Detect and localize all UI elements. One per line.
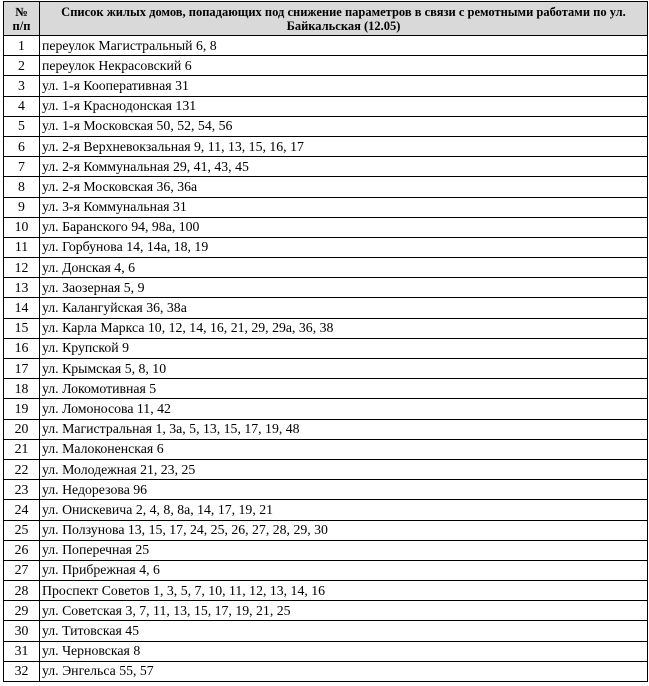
row-number-cell: 18 (4, 379, 40, 399)
table-row (4, 96, 648, 116)
row-number-cell: 9 (4, 197, 40, 217)
row-index-label: п/п (12, 18, 31, 33)
address-cell: Проспект Советов 1, 3, 5, 7, 10, 11, 12, 13, 14, 16 (40, 581, 648, 601)
table-row (4, 601, 648, 621)
address-cell: ул. Локомотивная 5 (40, 379, 648, 399)
row-number-cell: 25 (4, 520, 40, 540)
row-number-cell: 17 (4, 359, 40, 379)
table-row (4, 36, 648, 56)
address-cell: ул. 2-я Московская 36, 36а (40, 177, 648, 197)
table-row (4, 116, 648, 136)
row-number-cell: 24 (4, 500, 40, 520)
address-cell: переулок Некрасовский 6 (40, 56, 648, 76)
address-cell: ул. Молодежная 21, 23, 25 (40, 459, 648, 479)
address-cell: ул. 2-я Коммунальная 29, 41, 43, 45 (40, 157, 648, 177)
row-number-cell: 16 (4, 338, 40, 358)
address-cell: переулок Магистральный 6, 8 (40, 36, 648, 56)
row-number-cell: 27 (4, 560, 40, 580)
table-row (4, 237, 648, 257)
row-number-cell: 21 (4, 439, 40, 459)
table-row (4, 540, 648, 560)
address-cell: ул. Баранского 94, 98а, 100 (40, 217, 648, 237)
address-cell: ул. Горбунова 14, 14а, 18, 19 (40, 237, 648, 257)
address-cell: ул. Магистральная 1, 3а, 5, 13, 15, 17, 19, 48 (40, 419, 648, 439)
row-number-cell: 3 (4, 76, 40, 96)
row-number-cell: 26 (4, 540, 40, 560)
address-cell: ул. Заозерная 5, 9 (40, 278, 648, 298)
table-title: Список жилых домов, попадающих под снижение параметров в связи с ремотными работами по ул. Байкальская (12.05) (40, 2, 648, 36)
table-header-row (4, 2, 648, 36)
table-row (4, 318, 648, 338)
address-cell: ул. Калангуйская 36, 38а (40, 298, 648, 318)
row-number-cell: 2 (4, 56, 40, 76)
row-number-cell: 4 (4, 96, 40, 116)
address-cell: ул. Черновская 8 (40, 641, 648, 661)
address-cell: ул. Энгельса 55, 57 (40, 661, 648, 681)
address-cell: ул. 3-я Коммунальная 31 (40, 197, 648, 217)
address-cell: ул. Прибрежная 4, 6 (40, 560, 648, 580)
address-cell: ул. Донская 4, 6 (40, 258, 648, 278)
address-cell: ул. Недорезова 96 (40, 480, 648, 500)
table-row (4, 500, 648, 520)
table-row (4, 560, 648, 580)
table-row (4, 56, 648, 76)
table-row (4, 581, 648, 601)
table-row (4, 258, 648, 278)
row-number-cell: 31 (4, 641, 40, 661)
row-number-cell: 5 (4, 116, 40, 136)
address-table (3, 1, 648, 682)
table-row (4, 157, 648, 177)
address-cell: ул. Малоконенская 6 (40, 439, 648, 459)
address-cell: ул. 1-я Московская 50, 52, 54, 56 (40, 116, 648, 136)
row-number-cell: 8 (4, 177, 40, 197)
table-row (4, 76, 648, 96)
table-row (4, 439, 648, 459)
row-number-cell: 12 (4, 258, 40, 278)
table-row (4, 661, 648, 681)
row-number-cell: 23 (4, 480, 40, 500)
address-cell: ул. 2-я Верхневокзальная 9, 11, 13, 15, 16, 17 (40, 136, 648, 156)
address-cell: ул. Крупской 9 (40, 338, 648, 358)
row-number-cell: 28 (4, 581, 40, 601)
table-body (4, 36, 648, 682)
row-number-cell: 14 (4, 298, 40, 318)
column-header-number (4, 2, 40, 36)
address-cell: ул. Ломоносова 11, 42 (40, 399, 648, 419)
row-number-cell: 13 (4, 278, 40, 298)
number-sign-label: № (15, 4, 28, 19)
row-number-cell: 11 (4, 237, 40, 257)
table-row (4, 379, 648, 399)
row-number-cell: 19 (4, 399, 40, 419)
address-cell: ул. 1-я Кооперативная 31 (40, 76, 648, 96)
table-row (4, 419, 648, 439)
row-number-cell: 22 (4, 459, 40, 479)
row-number-cell: 32 (4, 661, 40, 681)
address-cell: ул. Ползунова 13, 15, 17, 24, 25, 26, 27, 28, 29, 30 (40, 520, 648, 540)
address-cell: ул. Карла Маркса 10, 12, 14, 16, 21, 29, 29а, 36, 38 (40, 318, 648, 338)
row-number-cell: 30 (4, 621, 40, 641)
table-row (4, 298, 648, 318)
address-cell: ул. Поперечная 25 (40, 540, 648, 560)
address-cell: ул. Крымская 5, 8, 10 (40, 359, 648, 379)
row-number-cell: 20 (4, 419, 40, 439)
table-row (4, 359, 648, 379)
table-row (4, 641, 648, 661)
table-row (4, 399, 648, 419)
table-row (4, 136, 648, 156)
row-number-cell: 7 (4, 157, 40, 177)
address-cell: ул. 1-я Краснодонская 131 (40, 96, 648, 116)
table-row (4, 217, 648, 237)
table-row (4, 480, 648, 500)
address-cell: ул. Титовская 45 (40, 621, 648, 641)
table-row (4, 338, 648, 358)
address-cell: ул. Советская 3, 7, 11, 13, 15, 17, 19, 21, 25 (40, 601, 648, 621)
row-number-cell: 29 (4, 601, 40, 621)
address-cell: ул. Онискевича 2, 4, 8, 8а, 14, 17, 19, 21 (40, 500, 648, 520)
row-number-cell: 15 (4, 318, 40, 338)
table-row (4, 177, 648, 197)
row-number-cell: 10 (4, 217, 40, 237)
row-number-cell: 6 (4, 136, 40, 156)
table-row (4, 520, 648, 540)
table-row (4, 621, 648, 641)
table-row (4, 278, 648, 298)
table-row (4, 197, 648, 217)
row-number-cell: 1 (4, 36, 40, 56)
table-row (4, 459, 648, 479)
